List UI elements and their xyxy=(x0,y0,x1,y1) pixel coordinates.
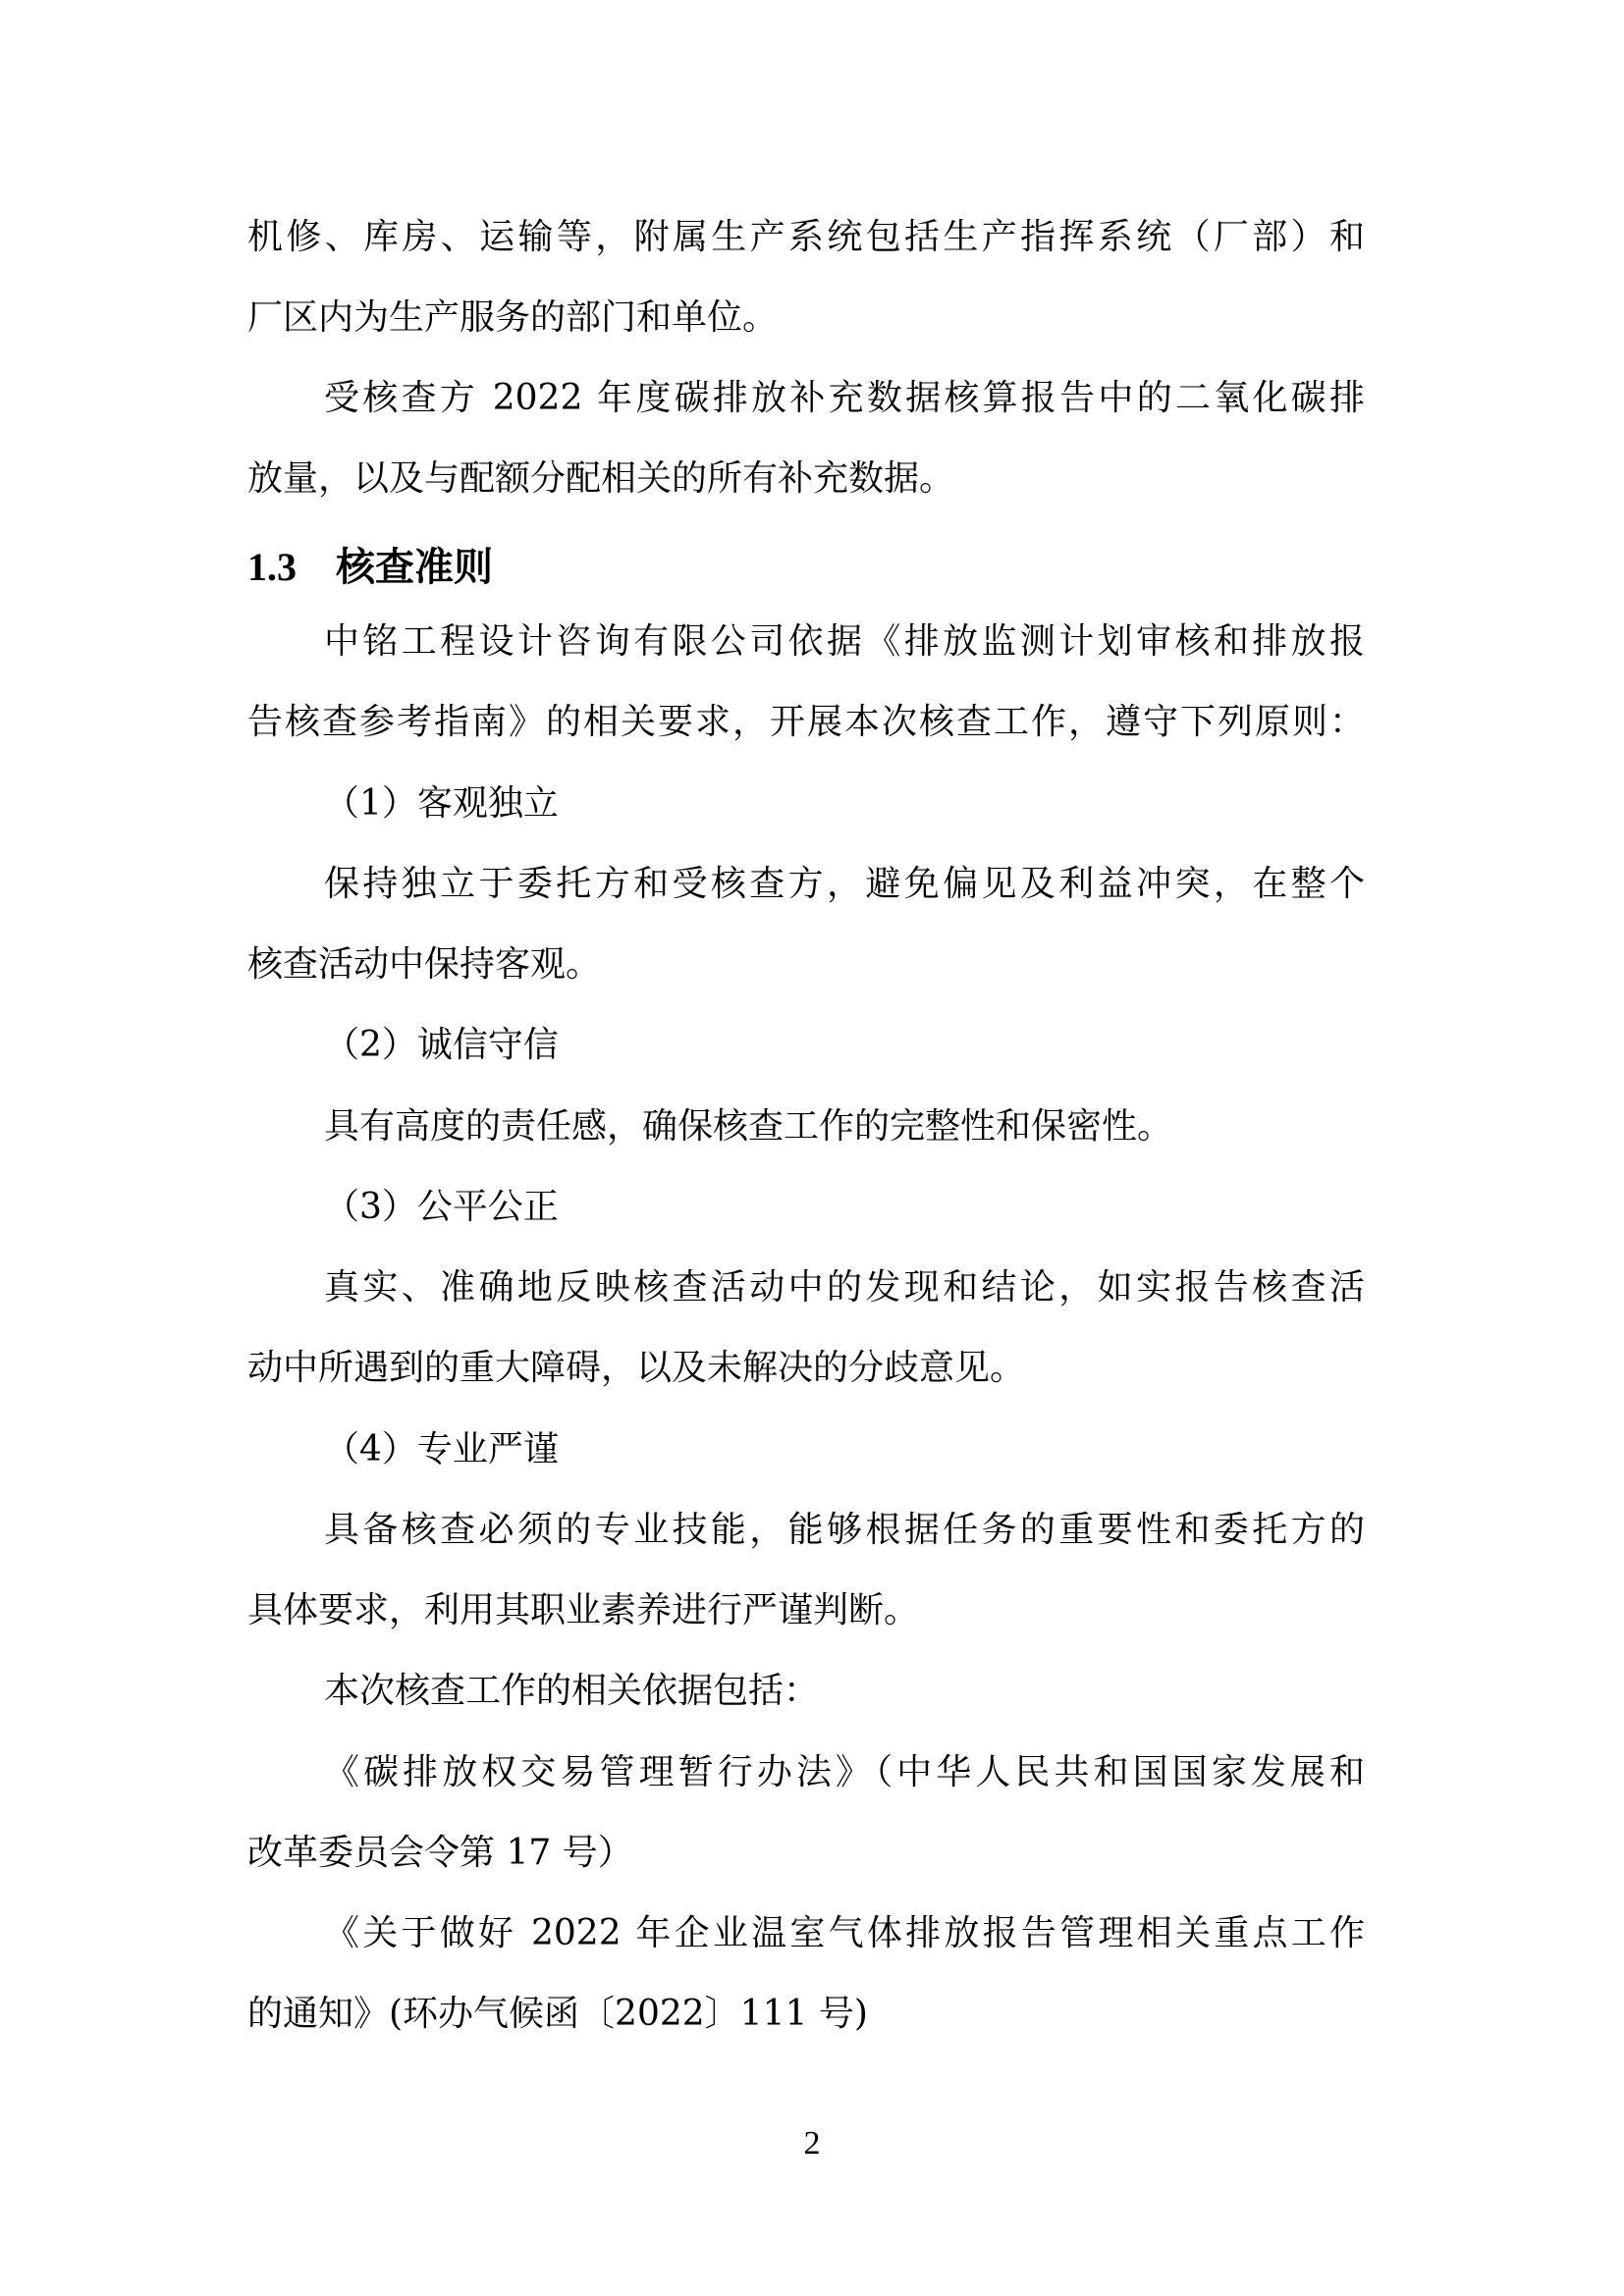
paragraph-line: 具有高度的责任感，确保核查工作的完整性和保密性。 xyxy=(324,1106,1173,1147)
paragraph-line: 放量，以及与配额分配相关的所有补充数据。 xyxy=(247,458,955,499)
reference-line: 的通知》(环办气候函〔2022〕111 号) xyxy=(247,1994,868,2034)
reference-line: 《碳排放权交易管理暂行办法》（中华人民共和国国家发展和 xyxy=(324,1752,1365,1792)
paragraph-line: 中铭工程设计咨询有限公司依据《排放监测计划审核和排放报 xyxy=(324,621,1365,662)
paragraph-line: 动中所遇到的重大障碍，以及未解决的分歧意见。 xyxy=(247,1348,1026,1388)
principle-item: （1）客观独立 xyxy=(324,783,559,824)
principle-item: （4）专业严谨 xyxy=(324,1429,559,1469)
section-heading xyxy=(247,544,493,591)
paragraph-line: 核查活动中保持客观。 xyxy=(247,944,602,985)
paragraph-line: 具备核查必须的专业技能，能够根据任务的重要性和委托方的 xyxy=(324,1510,1365,1550)
paragraph-line: 厂区内为生产服务的部门和单位。 xyxy=(247,297,779,338)
paragraph-line: 保持独立于委托方和受核查方，避免偏见及利益冲突，在整个 xyxy=(324,864,1365,904)
reference-line: 改革委员会令第 17 号） xyxy=(247,1833,633,1873)
paragraph-line: 本次核查工作的相关依据包括： xyxy=(324,1671,820,1711)
paragraph-line: 告核查参考指南》的相关要求，开展本次核查工作，遵守下列原则： xyxy=(247,702,1365,742)
page-number: 2 xyxy=(803,2125,821,2162)
section-number: 1.3 xyxy=(247,545,297,589)
paragraph-line: 受核查方 2022 年度碳排放补充数据核算报告中的二氧化碳排 xyxy=(324,378,1365,418)
reference-line: 《关于做好 2022 年企业温室气体排放报告管理相关重点工作 xyxy=(324,1913,1365,1953)
paragraph-line: 机修、库房、运输等，附属生产系统包括生产指挥系统（厂部）和 xyxy=(247,217,1365,257)
section-title: 核查准则 xyxy=(336,544,493,590)
principle-item: （3）公平公正 xyxy=(324,1187,559,1227)
paragraph-line: 具体要求，利用其职业素养进行严谨判断。 xyxy=(247,1590,920,1630)
principle-item: （2）诚信守信 xyxy=(324,1025,559,1065)
paragraph-line: 真实、准确地反映核查活动中的发现和结论，如实报告核查活 xyxy=(324,1267,1365,1308)
